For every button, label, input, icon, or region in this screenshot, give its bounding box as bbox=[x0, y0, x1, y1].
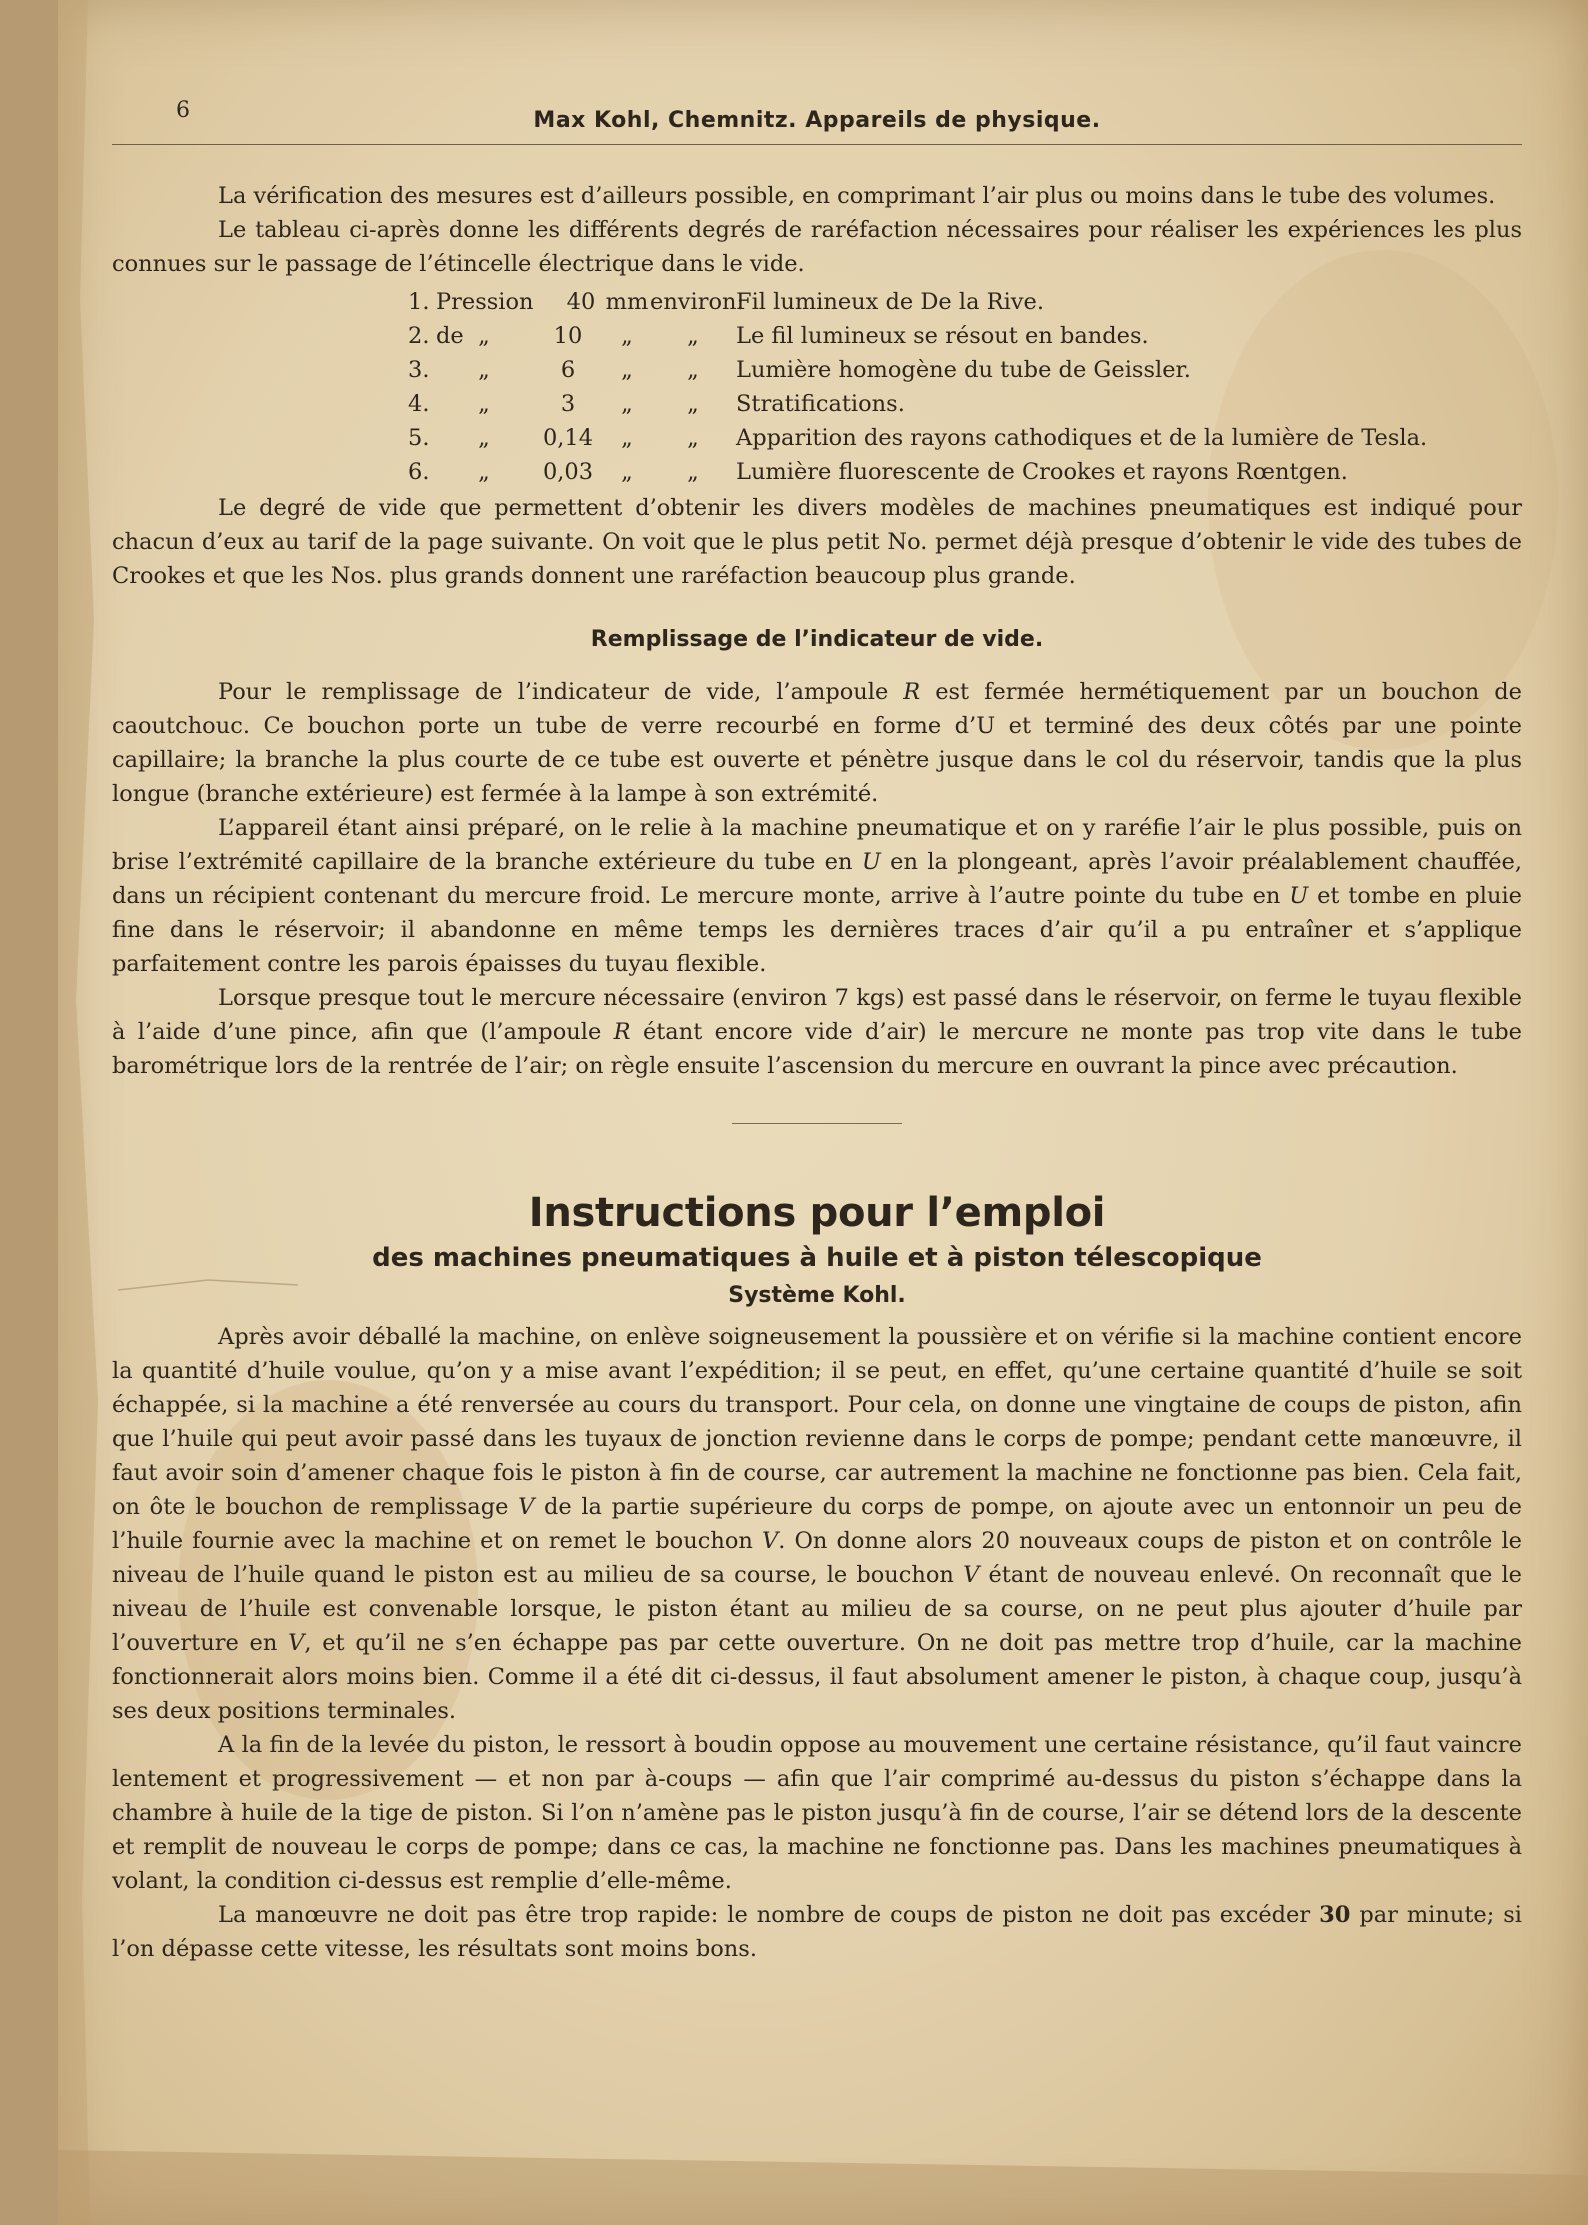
row-value: 0,14 bbox=[542, 425, 594, 451]
row-description: Stratifications. bbox=[736, 391, 905, 417]
row-description: Fil lumineux de De la Rive. bbox=[736, 289, 1044, 315]
ditto-mark: „ bbox=[687, 425, 699, 451]
paragraph: Après avoir déballé la machine, on enlève soigneusement la poussière et on vérifie si la machine contient encore la quantité d’huile voulue, qu’on y a mise avant l’expédition; il se peut, en effet, qu’une certaine quantité d’huile se soit échappée, si la machine a été renversée au cours du transport. Pour cela, on donne une vingtaine de coups de piston, afin que l’huile qui peut avoir passé dans les tuyaux de jonction revienne dans le corps de pompe; pendant cette manœuvre, il faut avoir soin d’amener chaque fois le piston à fin de course, car autrement la machine ne fonctionne pas bien. Cela fait, on ôte le bouchon de remplissage V de la partie supérieure du corps de pompe, on ajoute avec un entonnoir un peu de l’huile fournie avec la machine et on remet le bouchon V. On donne alors 20 nouveaux coups de piston et on contrôle le niveau de l’huile quand le piston est au milieu de sa course, le bouchon V étant de nouveau enlevé. On reconnaît que le niveau de l’huile est convenable lorsque, le piston étant au milieu de sa course, on ne peut plus ajouter d’huile par l’ouverture en V, et qu’il ne s’en échappe pas par cette ouverture. On ne doit pas mettre trop d’huile, car la machine fonctionnerait alors moins bien. Comme il a été dit ci-dessus, il faut absolument amener le piston, à chaque coup, jusqu’à ses deux positions terminales. bbox=[112, 1324, 1522, 1724]
row-description: Le fil lumineux se résout en bandes. bbox=[736, 323, 1149, 349]
instructions-section bbox=[112, 1320, 1522, 1966]
ditto-mark: „ bbox=[687, 323, 699, 349]
indicator-section bbox=[112, 675, 1522, 1083]
table-row bbox=[408, 387, 1522, 421]
paragraph: La vérification des mesures est d’ailleurs possible, en comprimant l’air plus ou moins dans le tube des volumes. bbox=[218, 183, 1496, 209]
ditto-mark: „ bbox=[478, 357, 490, 383]
ditto-mark: „ bbox=[621, 357, 633, 383]
main-heading: Instructions pour l’emploi bbox=[528, 1190, 1106, 1236]
row-description: Lumière homogène du tube de Geissler. bbox=[736, 357, 1191, 383]
ditto-mark: „ bbox=[478, 391, 490, 417]
ditto-mark: „ bbox=[621, 391, 633, 417]
ditto-mark: „ bbox=[621, 459, 633, 485]
document-content bbox=[112, 80, 1522, 1966]
ditto-mark: „ bbox=[621, 323, 633, 349]
ditto-mark: „ bbox=[478, 459, 490, 485]
row-description: Apparition des rayons cathodiques et de la lumière de Tesla. bbox=[736, 425, 1428, 451]
row-unit: mm bbox=[605, 289, 649, 315]
row-value: 6 bbox=[560, 357, 576, 383]
intro-block bbox=[112, 179, 1522, 281]
table-row bbox=[408, 353, 1522, 387]
page-number: 6 bbox=[176, 98, 190, 123]
page-header bbox=[112, 80, 1522, 145]
paragraph: Le degré de vide que permettent d’obtenir les divers modèles de machines pneumatiques est indiqué pour chacun d’eux au tarif de la page suivante. On voit que le plus petit No. permet déjà presque d’obtenir le vide des tubes de Crookes et que les Nos. plus grands donnent une raréfaction beaucoup plus grande. bbox=[112, 495, 1522, 589]
row-value: 3 bbox=[560, 391, 576, 417]
section-divider bbox=[732, 1123, 902, 1124]
ditto-mark: „ bbox=[687, 357, 699, 383]
table-row bbox=[408, 319, 1522, 353]
table-row bbox=[408, 421, 1522, 455]
paragraph: Lorsque presque tout le mercure nécessaire (environ 7 kgs) est passé dans le réservoir, on ferme le tuyau flexible à l’aide d’une pince, afin que (l’ampoule R étant encore vide d’air) le mercure ne monte pas trop vite dans le tube barométrique lors de la rentrée de l’air; on règle ensuite l’ascension du mercure en ouvrant la pince avec précaution. bbox=[112, 985, 1522, 1079]
row-label: Pression de bbox=[436, 289, 534, 349]
row-env: environ: bbox=[650, 289, 745, 315]
intro-after-block bbox=[112, 491, 1522, 593]
row-number: 3. bbox=[408, 357, 430, 383]
row-value: 10 bbox=[553, 323, 583, 349]
row-description: Lumière fluorescente de Crookes et rayons Rœntgen. bbox=[736, 459, 1348, 485]
paragraph: La manœuvre ne doit pas être trop rapide: le nombre de coups de piston ne doit pas excéder 30 par minute; si l’on dépasse cette vitesse, les résultats sont moins bons. bbox=[112, 1902, 1522, 1962]
paragraph: Le tableau ci-après donne les différents degrés de raréfaction nécessaires pour réaliser les expériences les plus connues sur le passage de l’étincelle électrique dans le vide. bbox=[112, 217, 1522, 277]
ditto-mark: „ bbox=[478, 425, 490, 451]
ditto-mark: „ bbox=[687, 391, 699, 417]
row-number: 1. bbox=[408, 289, 430, 315]
table-row bbox=[408, 455, 1522, 489]
paragraph: Pour le remplissage de l’indicateur de vide, l’ampoule R est fermée hermétiquement par un bouchon de caoutchouc. Ce bouchon porte un tube de verre recourbé en forme d’U et terminé des deux côtés par une pointe capillaire; la branche la plus courte de ce tube est ouverte et pénètre jusque dans le col du réservoir, tandis que la plus longue (branche extérieure) est fermée à la lampe à son extrémité. bbox=[112, 679, 1522, 807]
row-number: 5. bbox=[408, 425, 430, 451]
ditto-mark: „ bbox=[478, 323, 490, 349]
row-number: 4. bbox=[408, 391, 430, 417]
paragraph: A la fin de la levée du piston, le ressort à boudin oppose au mouvement une certaine résistance, qu’il faut vaincre lentement et progressivement — et non par à-coups — afin que l’air comprimé au-dessus du piston s’échappe dans la chambre à huile de la tige de piston. Si l’on n’amène pas le piston jusqu’à fin de course, l’air se détend lors de la descente et remplit de nouveau le corps de pompe; dans ce cas, la machine ne fonctionne pas. Dans les machines pneumatiques à volant, la condition ci-dessus est remplie d’elle-même. bbox=[112, 1732, 1522, 1894]
paragraph: L’appareil étant ainsi préparé, on le relie à la machine pneumatique et on y raréfie l’air le plus possible, puis on brise l’extrémité capillaire de la branche extérieure du tube en U en la plongeant, après l’avoir préalablement chauffée, dans un récipient contenant du mercure froid. Le mercure monte, arrive à l’autre pointe du tube en U et tombe en pluie fine dans le réservoir; il abandonne en même temps les dernières traces d’air qu’il a pu entraîner et s’applique parfaitement contre les parois épaisses du tuyau flexible. bbox=[112, 815, 1522, 977]
ditto-mark: „ bbox=[687, 459, 699, 485]
system-heading: Système Kohl. bbox=[728, 1283, 906, 1308]
running-head: Max Kohl, Chemnitz. Appareils de physique. bbox=[533, 108, 1101, 133]
row-number: 2. bbox=[408, 323, 430, 349]
section-title: Remplissage de l’indicateur de vide. bbox=[590, 627, 1044, 652]
row-number: 6. bbox=[408, 459, 430, 485]
sub-heading: des machines pneumatiques à huile et à piston télescopique bbox=[372, 1243, 1262, 1273]
ditto-mark: „ bbox=[621, 425, 633, 451]
row-value: 40 bbox=[566, 289, 596, 315]
pressure-table bbox=[408, 285, 1522, 489]
row-value: 0,03 bbox=[542, 459, 594, 485]
